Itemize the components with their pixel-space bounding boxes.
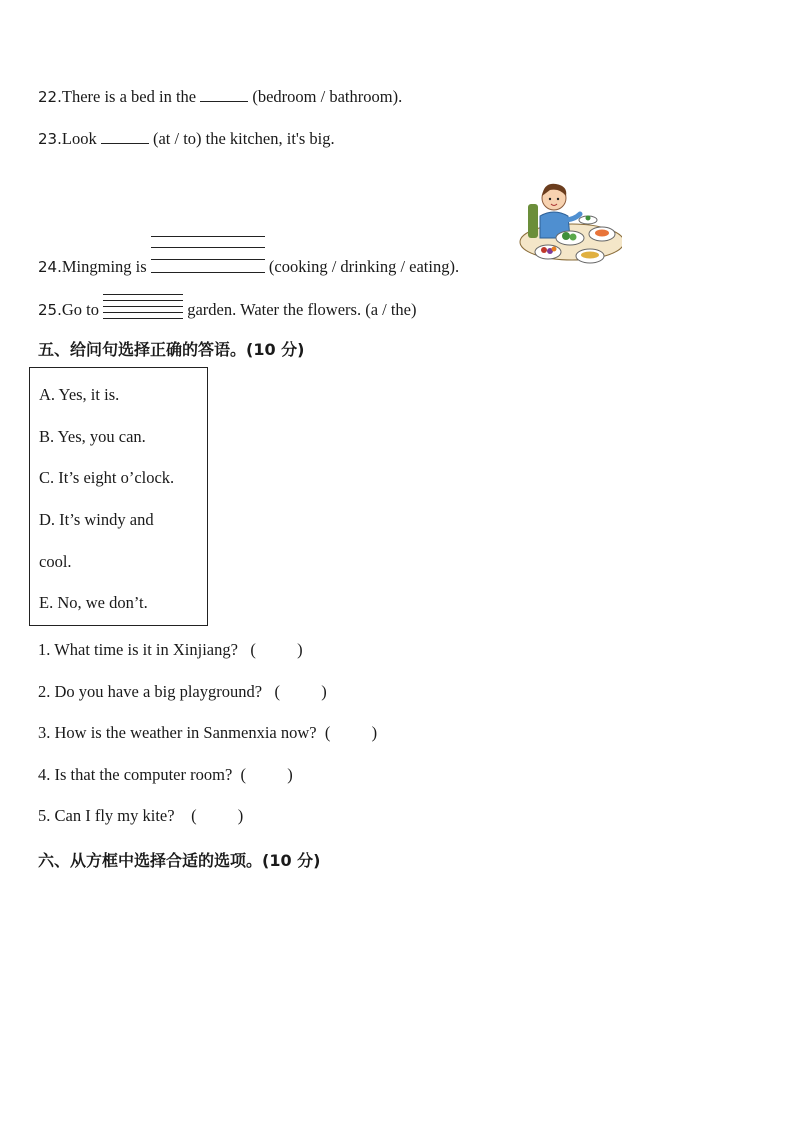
question-text-after: (at / to) the kitchen, it's big.	[148, 129, 335, 148]
option-a: A. Yes, it is.	[39, 385, 120, 404]
option-e: E. No, we don’t.	[39, 593, 148, 612]
section-5-heading: 五、给问句选择正确的答语。(10 分)	[38, 340, 305, 359]
match-question-4	[38, 765, 293, 785]
question-text-after: (bedroom / bathroom).	[248, 87, 403, 106]
question-24	[38, 257, 459, 277]
question-text-after: garden. Water the flowers. (a / the)	[183, 300, 417, 319]
question-number: 23.	[38, 130, 62, 148]
question-number: 25.	[38, 301, 62, 319]
match-question-2	[38, 682, 327, 702]
question-text-before: Mingming is	[61, 257, 151, 276]
question-number: 22.	[38, 88, 62, 106]
question-text-before: Go to	[61, 300, 104, 319]
match-question-1	[38, 640, 303, 660]
answer-options-box	[29, 367, 208, 626]
question-22	[38, 87, 402, 107]
question-text: 1. What time is it in Xinjiang?	[38, 640, 238, 659]
question-text-before: Look	[61, 129, 101, 148]
answer-parentheses[interactable]: ( )	[324, 723, 378, 742]
writing-lines[interactable]	[151, 261, 265, 277]
match-question-3	[38, 723, 377, 743]
question-text: 5. Can I fly my kite?	[38, 806, 175, 825]
option-d-continued: cool.	[39, 552, 72, 571]
question-23	[38, 129, 335, 149]
question-text: 4. Is that the computer room?	[38, 765, 233, 784]
answer-parentheses[interactable]: ( )	[191, 806, 244, 825]
option-b: B. Yes, you can.	[39, 427, 146, 446]
answer-parentheses[interactable]: ( )	[240, 765, 293, 784]
question-text: 3. How is the weather in Sanmenxia now?	[38, 723, 317, 742]
boy-eating-icon	[514, 176, 622, 272]
question-text: 2. Do you have a big playground?	[38, 682, 263, 701]
option-c: C. It’s eight o’clock.	[39, 468, 175, 487]
match-question-5	[38, 806, 243, 826]
question-number: 24.	[38, 258, 62, 276]
question-text-before: There is a bed in the	[61, 87, 201, 106]
answer-parentheses[interactable]: ( )	[250, 640, 303, 659]
answer-parentheses[interactable]: ( )	[274, 682, 327, 701]
answer-blank[interactable]	[101, 129, 149, 144]
option-d: D. It’s windy and	[39, 510, 154, 529]
section-6-heading: 六、从方框中选择合适的选项。(10 分)	[38, 851, 321, 870]
question-text-after: (cooking / drinking / eating).	[264, 257, 460, 276]
question-25	[38, 300, 417, 320]
writing-lines[interactable]	[103, 304, 183, 320]
answer-blank[interactable]	[200, 87, 248, 102]
